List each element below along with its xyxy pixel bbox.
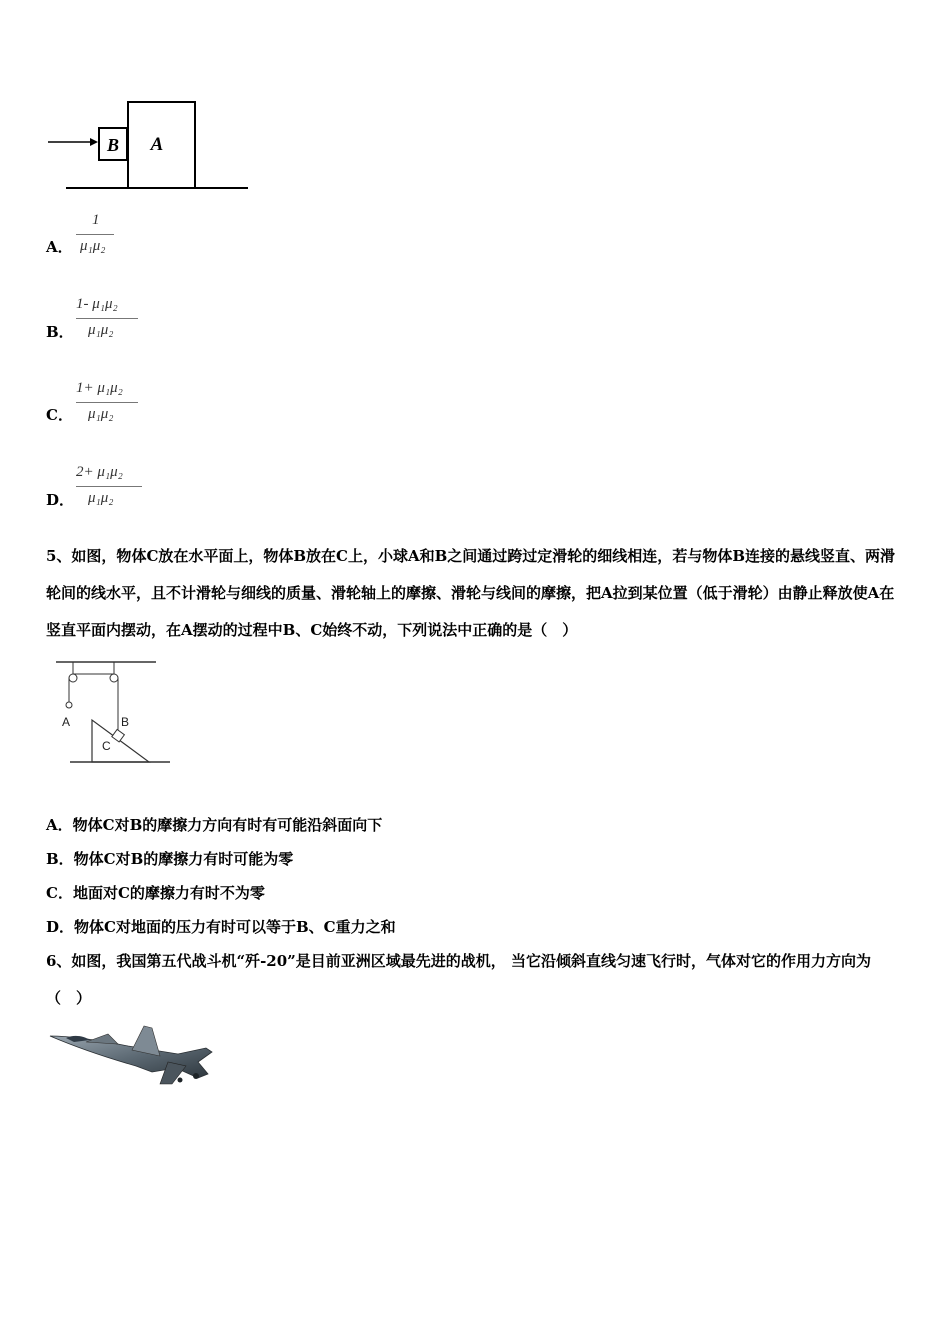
q4-option-b-fraction <box>76 296 146 346</box>
pulley-left <box>69 674 77 682</box>
q4-option-a-fraction <box>76 212 126 262</box>
q5-option-c: C．地面对C的摩擦力有时不为零 <box>46 884 265 902</box>
q4-option-d-label: D． <box>46 491 75 509</box>
q4-option-c-fraction <box>76 380 146 430</box>
ball-a <box>66 702 72 708</box>
fraction-numerator: 2+ μ₁μ₂ <box>76 464 123 480</box>
q4-option-a-label: A． <box>46 238 73 256</box>
q5-option-a: A．物体C对B的摩擦力方向有时有可能沿斜面向下 <box>46 816 383 834</box>
fraction-numerator: 1 <box>92 212 100 228</box>
q4-option-b-label: B． <box>46 323 74 341</box>
fraction-denominator: μ₁μ₂ <box>88 322 114 338</box>
q5-option-b: B．物体C对B的摩擦力有时可能为零 <box>46 850 294 868</box>
block-figure <box>44 96 254 194</box>
label-c: C <box>102 739 111 753</box>
jet-canard <box>86 1034 118 1044</box>
q6-question-text: 6、如图，我国第五代战斗机“歼-20”是目前亚洲区域最先进的战机， 当它沿倾斜直线匀速飞行时，气体对它的作用力方向为（ ） <box>46 952 872 1007</box>
fighter-jet-image <box>48 1022 216 1092</box>
q5-question-text: 5、如图，物体C放在水平面上，物体B放在C上，小球A和B之间通过跨过定滑轮的细线相连，若与物体B连接的悬线竖直、两滑轮间的线水平，且不计滑轮与细线的质量、滑轮轴上的摩擦、滑轮与线间的摩擦，把A拉到某位置（低于滑轮）由静止释放使A在竖直平面内摆动，在A摆动的过程中B、C始终不动，下列说法中正确的是（ ） <box>46 547 895 639</box>
fraction-denominator: μ₁μ₂ <box>88 406 114 422</box>
fraction-numerator: 1- μ₁μ₂ <box>76 296 118 312</box>
pulley-incline-figure <box>52 658 174 768</box>
fraction-denominator: μ₁μ₂ <box>88 490 114 506</box>
block-b-label: B <box>106 135 120 155</box>
label-b: B <box>121 715 130 729</box>
fraction-denominator: μ₁μ₂ <box>80 238 106 254</box>
jet-fuselage <box>50 1036 212 1078</box>
q4-option-d-fraction <box>76 464 146 514</box>
push-arrow-head <box>90 138 98 146</box>
label-a: A <box>62 715 71 729</box>
q4-option-c-label: C． <box>46 406 73 424</box>
q5-option-d: D．物体C对地面的压力有时可以等于B、C重力之和 <box>46 918 396 936</box>
fraction-numerator: 1+ μ₁μ₂ <box>76 380 123 396</box>
pulley-right <box>110 674 118 682</box>
block-a-label: A <box>150 134 164 155</box>
